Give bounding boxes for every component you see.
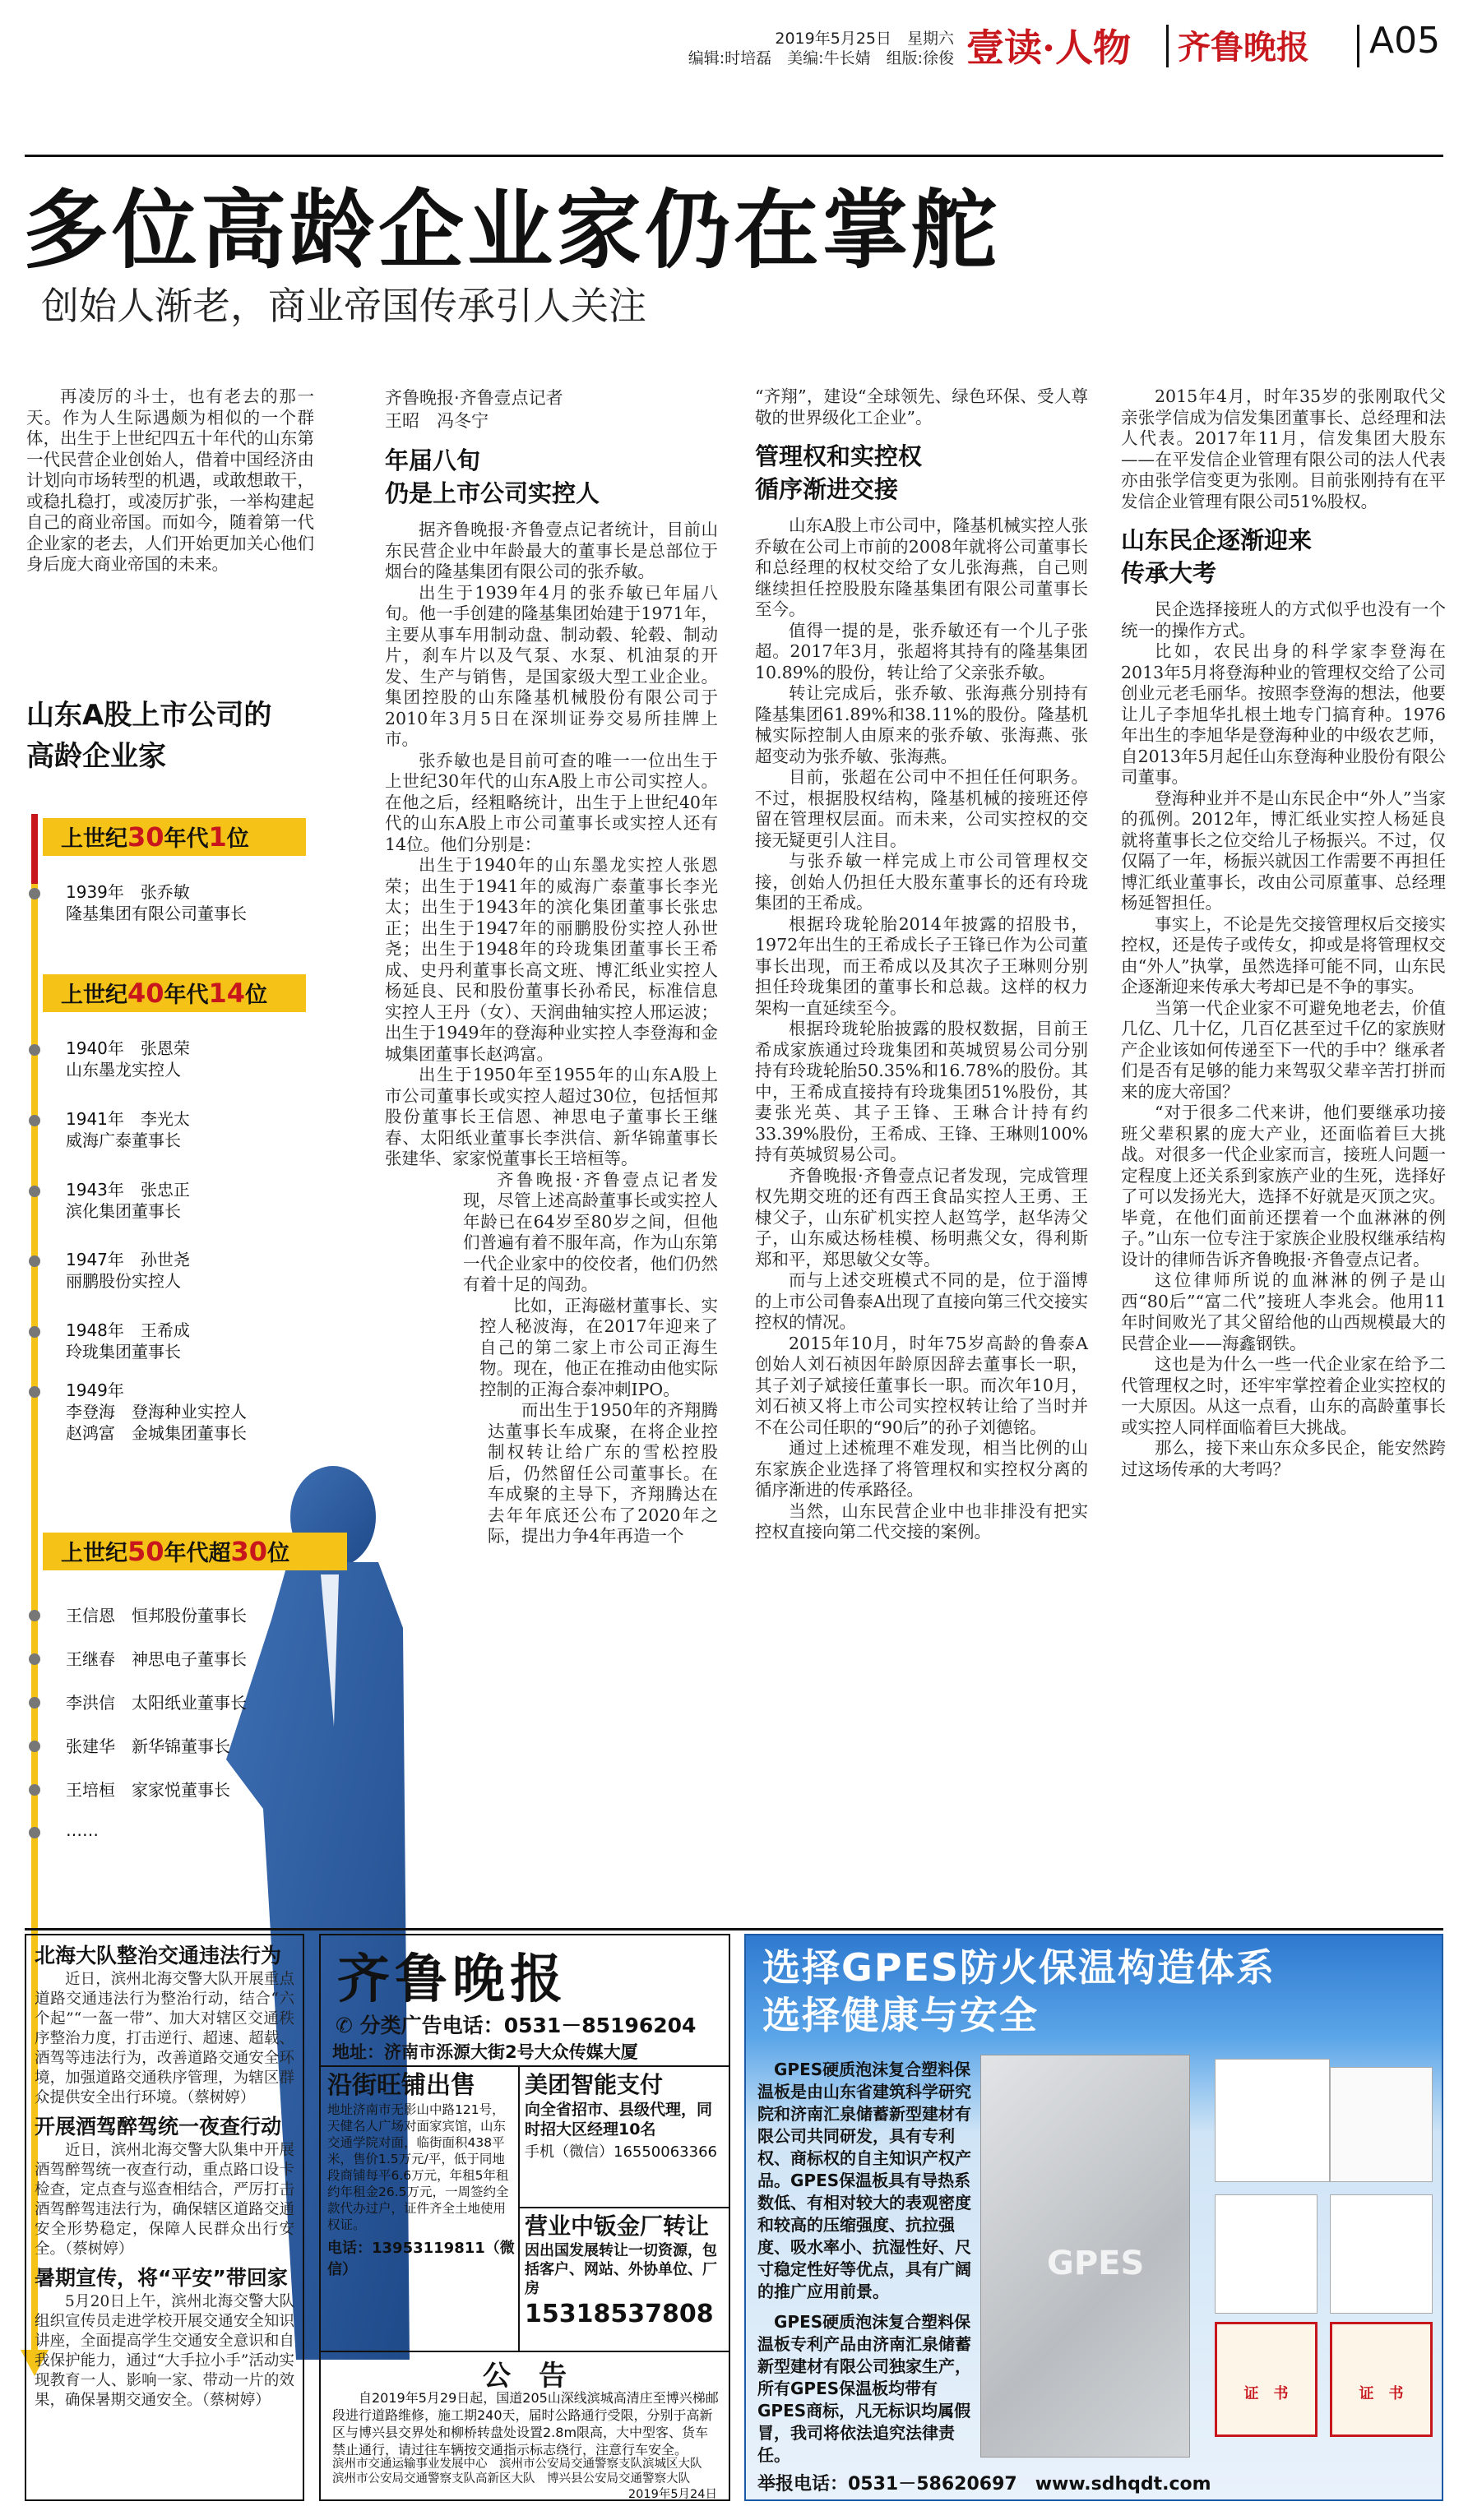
- timeline-band-40s: 上世纪40年代14位: [43, 974, 306, 1012]
- section-heading: 山东民企逐渐迎来 传承大考: [1121, 526, 1313, 587]
- notice-body: 自2019年5月29日起，国道205山深线滨城高清庄至博兴梯邮段进行道路维修，施工期240天，届时公路通行受限，分别于高新区与博兴县交界处和柳桥转盘处设置2.8m限高，大中型客、货车禁止通行，请过往车辆按交通指示标志绕行，注意行车安全。: [332, 2390, 719, 2458]
- notice-date: 2019年5月24日: [627, 2488, 717, 2501]
- header-date: 2019年5月25日 星期六: [775, 30, 954, 48]
- brief-body: 5月20日上午，滨州北海交警大队组织宣传员走进学校开展交通安全知识讲座，全面提高学生交通安全意识和自我保护能力，通过“大手拉小手”活动实现教育一人、影响一家、带动一片的效果，确保暑期交通安全。（蔡树婷）: [35, 2293, 294, 2409]
- timeline-dot: [29, 1115, 40, 1126]
- lead-paragraph: 再凌厉的斗士，也有老去的那一天。作为人生际遇颇为相似的一个群体，出生于上世纪四五十年代的山东第一代民营企业创始人，借着中国经济由计划向市场转型的机遇，或敢想敢干，或稳扎稳打，或凌厉扩张，一举构建起自己的商业帝国。而如今，随着第一代企业家的老去，人们开始更加关心他们身后庞大商业帝国的未来。: [26, 386, 314, 574]
- timeline-entry: 1943年 张忠正 滨化集团董事长: [66, 1180, 190, 1221]
- timeline-dot: [29, 1653, 40, 1665]
- timeline-dot: [29, 1827, 40, 1838]
- article-column-2: 齐鲁晚报·齐鲁壹点记者 王昭 冯冬宁 年届八旬 仍是上市公司实控人 据齐鲁晚报·齐鲁壹点记者统计，目前山东民营企业中年龄最大的董事长是总部位于烟台的隆基集团有限公司的张乔敏。 出生于1939年4月的张乔敏已年届八旬。他一手创建的隆基集团始建于1971年，主要从事车用制动盘、制动毂、轮毂、制动片，刹车片以及气泵、水泵、机油泵的开发、生产与销售，是国家级大型工业企业。集团控股的山东隆基机械股份有限公司于2010年3月5日在深圳证券交易所挂牌上市。 张乔敏也是目前可查的唯一一位出生于上世纪30年代的山东A股上市公司实控人。在他之后，经粗略统计，出生于上世纪40年代的山东A股上市公司董事长或实控人还有14位。他们分别是： 出生于1940年的山东墨龙实控人张恩荣；出生于1941年的威海广泰董事长李光太；出生于1943年的滨化集团董事长张忠正；出生于1947年的丽鹏股份实控人孙世尧；出生于1948年的玲珑集团董事长王希成、史丹利董事长高文班、博汇纸业实控人杨延良、民和股份董事长孙希民，标准信息实控人王丹（女）、天润曲轴实控人邢运波；出生于1949年的登海种业实控人李登海和金城集团董事长赵鸿富。 出生于1950年至1955年的山东A股上市公司董事长或实控人超过30位，包括恒邦股份董事长王信恩、神思电子董事长王继春、太阳纸业董事长李洪信、新华锦董事长张建华、家家悦董事长王培桓等。 齐鲁晚报·齐鲁壹点记者发现，尽管上述高龄董事长或实控人年龄已在64岁至80岁之间，但他们普遍有着不服年高，作为山东第一代企业家中的佼佼者，他们仍然有着十足的闯劲。 比如，正海磁材董事长、实控人秘波海，在2017年迎来了自己的第二家上市公司正海生物。现在，他正在推动由他实际控制的正海合泰冲刺IPO。 而出生于1950年的齐翔腾达董事长车成聚，在将企业控制权转让给广东的雪松控股后，仍然留任公司董事长。在车成聚的主导下，齐翔腾达在去年年底还公布了2020年之际，提出力争4年再造一个: [385, 388, 718, 1546]
- header-divider: [1357, 25, 1359, 67]
- timeline-dot: [29, 1186, 40, 1197]
- timeline-dot: [29, 1386, 40, 1398]
- header-editors: 编辑:时培磊 美编:牛长婧 组版:徐俊: [688, 49, 954, 67]
- timeline-dot: [29, 888, 40, 899]
- timeline-dot: [29, 1610, 40, 1621]
- brief-title: 北海大队整治交通违法行为: [35, 1944, 282, 1967]
- notice-signature: 滨州市公安局交通警察支队高新区大队 博兴县公安局交通警察大队: [332, 2472, 690, 2485]
- notice-signature: 滨州市交通运输事业发展中心 滨州市公安局交通警察支队滨城区大队: [332, 2458, 702, 2471]
- timeline-entry: 张建华 新华锦董事长: [66, 1736, 230, 1756]
- timeline-entry: 1939年 张乔敏 隆基集团有限公司董事长: [66, 882, 247, 923]
- classified-ads: [319, 1934, 730, 2501]
- bottom-rule: [25, 1928, 1443, 1930]
- timeline-entry: 王信恩 恒邦股份董事长: [66, 1606, 247, 1625]
- news-briefs: [25, 1934, 304, 2501]
- classified-logo: 齐鲁晚报: [337, 1949, 567, 2010]
- byline: 齐鲁晚报·齐鲁壹点记者: [385, 388, 563, 408]
- timeline-entry: 李洪信 太阳纸业董事长: [66, 1693, 247, 1713]
- section-heading: 年届八旬 仍是上市公司实控人: [385, 446, 600, 507]
- timeline-entry: 王培桓 家家悦董事长: [66, 1780, 230, 1800]
- headline-title: 多位高龄企业家仍在掌舵: [23, 180, 1001, 280]
- timeline-entry: 王继春 神思电子董事长: [66, 1649, 247, 1669]
- classified-address: 地址：济南市泺源大街2号大众传媒大厦: [332, 2042, 638, 2062]
- gpes-contact: 举报电话：0531－58620697 www.sdhqdt.com: [757, 2474, 1211, 2495]
- article-column-4: 2015年4月，时年35岁的张刚取代父亲张学信成为信发集团董事长、总经理和法人代表。2017年11月，信发集团大股东——在平发信企业管理有限公司的法人代表亦由张学信变更为张刚。目前张刚持有在平发信企业管理有限公司51%股权。 山东民企逐渐迎来 传承大考 民企选择接班人的方式似乎也没有一个统一的操作方式。 比如，农民出身的科学家李登海在2013年5月将登海种业的管理权交给了公司创业元老毛丽华。按照李登海的想法，他要让儿子李旭华扎根土地专门搞育种。1976年出生的李旭华是登海种业的中级农艺师，自2013年5月起任山东登海种业股份有限公司董事。 登海种业并不是山东民企中“外人”当家的孤例。2012年，博汇纸业实控人杨延良就将董事长之位交给儿子杨振兴。不过，仅仅隔了一年，杨振兴就因工作需要不再担任博汇纸业董事长，改由公司原董事、总经理杨延智担任。 事实上，不论是先交接管理权后交接实控权，还是传子或传女，抑或是将管理权交由“外人”执掌，虽然选择可能不同，山东民企逐渐迎来传承大考却已是不争的事实。 当第一代企业家不可避免地老去，价值几亿、几十亿，几百亿甚至过千亿的家族财产企业该如何传递至下一代的手中？继承者们是否有足够的能力来驾驭父辈辛苦打拼而来的庞大帝国？ “对于很多二代来讲，他们要继承功接班父辈积累的庞大产业，还面临着巨大挑战。对很多一代企业家而言，接班人问题一定程度上还关系到家族产业的生死，选择好了可以发扬光大，选择不好就是灭顶之灾。毕竟，在他们面前还摆着一个血淋淋的例子。”山东一位专注于家族企业股权继承结构设计的律师告诉齐鲁晚报·齐鲁壹点记者。 这位律师所说的血淋淋的例子是山西“80后”“富二代”接班人李兆会。他用11年时间败光了其父留给他的山西规模最大的民营企业——海鑫钢铁。 这也是为什么一些一代企业家在给予二代管理权之时，还牢牢掌控着企业实控权的一大原因。从这一点看，山东的高龄董事长或实控人同样面临着巨大挑战。 那么，接下来山东众多民企，能安然跨过这场传承的大考吗？: [1121, 386, 1446, 1479]
- timeline-entry: 1940年 张恩荣 山东墨龙实控人: [66, 1038, 190, 1080]
- section-name: 壹读·人物: [966, 25, 1132, 70]
- timeline-dot: [29, 1326, 40, 1338]
- timeline-entry: 1941年 李光太 威海广泰董事长: [66, 1109, 190, 1150]
- timeline-dot: [29, 1255, 40, 1267]
- brief-body: 近日，滨州北海交警大队集中开展酒驾醉驾统一夜查行动，重点路口设卡检查，定点查与巡查相结合，严厉打击酒驾醉驾违法行为，确保辖区道路交通安全形势稳定，保障人民群众出行安全。（蔡树婷）: [35, 2142, 294, 2258]
- headline-subtitle: 创始人渐老，商业帝国传承引人关注: [41, 284, 646, 328]
- classified-phone: ✆ 分类广告电话：0531－85196204: [336, 2014, 697, 2037]
- brief-body: 近日，滨州北海交警大队开展重点道路交通违法行为整治行动，结合“六个起”“一盔一带”、加大对辖区交通秩序整治力度，打击逆行、超速、超载、酒驾等违法行为，改善道路交通安全环境，加强道路交通秩序管理，为辖区群众提供安全出行环境。（蔡树婷）: [35, 1971, 294, 2106]
- timeline-entry: 1948年 王希成 玲珑集团董事长: [66, 1320, 190, 1362]
- timeline-entry: ……: [66, 1820, 99, 1840]
- gpes-advertisement: [744, 1934, 1443, 2501]
- classified-ad-factory: 营业中钣金厂转让 因出国发展转让一切资源，包括客户、网站、外协单位、厂房 15318537808: [525, 2213, 717, 2328]
- timeline-title: 山东A股上市公司的 高龄企业家: [26, 699, 272, 773]
- notice-title: 公 告: [483, 2360, 567, 2393]
- phone-icon: ✆: [336, 2014, 353, 2037]
- timeline-axis-top: [31, 814, 38, 884]
- byline: 王昭 冯冬宁: [385, 411, 489, 431]
- timeline-dot: [29, 1697, 40, 1709]
- classified-ad-pay: 美团智能支付 向全省招市、县级代理，同时招大区经理10名 手机（微信）16550063366: [525, 2071, 717, 2161]
- header-divider: [1166, 25, 1169, 67]
- page-number: A05: [1369, 20, 1441, 62]
- gpes-body: GPES硬质泡沫复合塑料保温板是由山东省建筑科学研究院和济南汇泉储蓄新型建材有限公司共同研发，具有专利权、商标权的自主知识产权产品。GPES保温板具有导热系数低、有相对较大的表观密度和较高的压缩强度、抗拉强度、吸水率小、抗湿性好、尺寸稳定性好等优点，具有广阔的推广应用前景。 GPES硬质泡沫复合塑料保温板专利产品由济南汇泉储蓄新型建材有限公司独家生产，所有GPES保温板均带有GPES商标，凡无标识均属假冒，我司将依法追究法律责任。: [757, 2060, 971, 2465]
- timeline-band-30s: 上世纪30年代1位: [43, 818, 306, 856]
- gpes-board-image: GPES: [980, 2055, 1190, 2458]
- timeline-entry: 1949年 李登海 登海种业实控人 赵鸿富 金城集团董事长: [66, 1380, 247, 1443]
- timeline-dot: [29, 1741, 40, 1752]
- brief-title: 开展酒驾醉驾统一夜查行动: [35, 2115, 282, 2139]
- timeline-entry: 1947年 孙世尧 丽鹏股份实控人: [66, 1250, 190, 1291]
- gpes-headline: 选择GPES防火保温构造体系 选择健康与安全: [762, 1945, 1276, 2037]
- section-heading: 管理权和实控权 循序渐进交接: [755, 442, 923, 503]
- timeline-dot: [29, 1044, 40, 1056]
- brief-title: 暑期宣传，将“平安”带回家: [35, 2266, 288, 2290]
- header-rule: [25, 155, 1443, 157]
- article-column-3: “齐翔”，建设“全球领先、绿色环保、受人尊敬的世界级化工企业”。 管理权和实控权 循序渐进交接 山东A股上市公司中，隆基机械实控人张乔敏在公司上市前的2008年就将公司董事长和总经理的权杖交给了女儿张海燕，自己则继续担任控股股东隆基集团有限公司董事长至今。 值得一提的是，张乔敏还有一个儿子张超。2017年3月，张超将其持有的隆基集团10.89%的股份，转让给了父亲张乔敏。 转让完成后，张乔敏、张海燕分别持有隆基集团61.89%和38.11%的股份。隆基机械实际控制人由原来的张乔敏、张海燕、张超变动为张乔敏、张海燕。 目前，张超在公司中不担任任何职务。不过，根据股权结构，隆基机械的接班还停留在管理权层面。而未来，公司实控权的交接无疑更引人注目。 与张乔敏一样完成上市公司管理权交接，创始人仍担任大股东董事长的还有玲珑集团的王希成。 根据玲珑轮胎2014年披露的招股书，1972年出生的王希成长子王锋已作为公司董事长出现，而王希成以及其次子王琳则分别担任玲珑集团的董事长和总裁。这样的权力架构一直延续至今。 根据玲珑轮胎披露的股权数据，目前王希成家族通过玲珑集团和英城贸易公司分别持有玲珑轮胎50.35%和16.78%的股份。其中，王希成直接持有玲珑集团51%股份，其妻张光英、其子王锋、王琳合计持有约33.39%股份，王希成、王锋、王琳则100%持有英城贸易公司。 齐鲁晚报·齐鲁壹点记者发现，完成管理权先期交班的还有西王食品实控人王勇、王棣父子，山东矿机实控人赵笃学，赵华涛父子，山东威达杨桂模、杨明燕父女，得利斯郑和平，郑思敏父女等。 而与上述交班模式不同的是，位于淄博的上市公司鲁泰A出现了直接向第三代交接实控权的情况。 2015年10月，时年75岁高龄的鲁泰A创始人刘石祯因年龄原因辞去董事长一职，其子刘子斌接任董事长一职。而次年10月，刘石祯又将上市公司实控权转让给了当时并不在公司任职的“90后”的孙子刘德铭。 通过上述梳理不难发现，相当比例的山东家族企业选择了将管理权和实控权分离的循序渐进的传承路径。 当然，山东民营企业中也非排没有把实控权直接向第二代交接的案例。: [755, 386, 1088, 1542]
- gpes-certificates: 证 书 证 书: [1206, 2059, 1437, 2437]
- timeline-band-50s: 上世纪50年代超30位: [43, 1533, 347, 1570]
- paper-logo: 齐鲁晚报: [1178, 28, 1309, 67]
- classified-ad-shop: 沿街旺铺出售 地址济南市无影山中路121号，天健名人广场对面家宾馆，山东交通学院对面，临街面积438平米，售价1.5万元/平，低于同地段商铺每平6.6万元，年租5年租约年租金26.5万元，一周签约全款代办过户，证件齐全土地使用权证。 电话：13953119811（微信）: [327, 2071, 515, 2278]
- timeline-dot: [29, 1784, 40, 1796]
